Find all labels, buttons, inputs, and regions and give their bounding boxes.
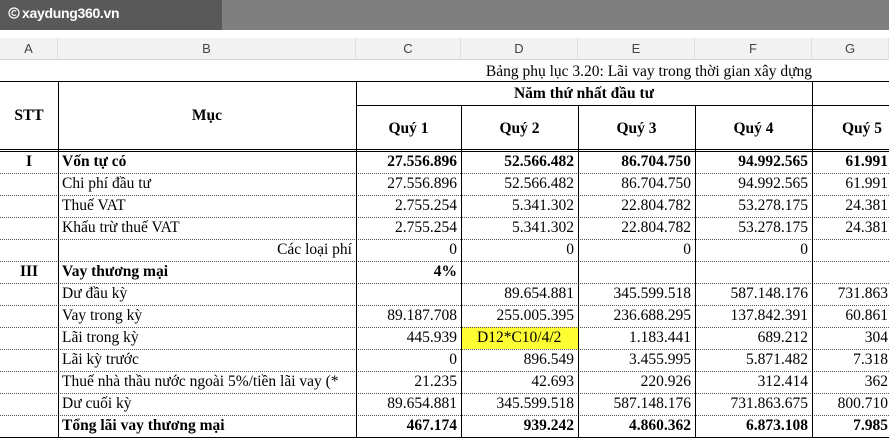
column-header-d[interactable]: D bbox=[461, 38, 578, 60]
value-cell[interactable]: 86.704.750 bbox=[621, 153, 691, 170]
grid-line bbox=[0, 217, 889, 218]
value-cell[interactable]: 0 bbox=[449, 241, 457, 258]
header-year-group[interactable]: Năm thứ nhất đầu tư bbox=[513, 85, 655, 102]
row-stt[interactable] bbox=[0, 393, 58, 415]
copyright-icon bbox=[8, 7, 20, 19]
value-cell[interactable]: 42.693 bbox=[531, 373, 574, 390]
value-cell[interactable]: 939.242 bbox=[523, 417, 574, 434]
row-label[interactable]: Vốn tự có bbox=[62, 153, 127, 170]
row-label[interactable]: Lãi trong kỳ bbox=[62, 329, 139, 346]
value-cell[interactable]: 61.991 bbox=[845, 153, 888, 170]
grid-line bbox=[0, 283, 889, 284]
header-quarter-1[interactable]: Quý 1 bbox=[388, 120, 429, 137]
value-cell[interactable]: 362 bbox=[864, 373, 888, 390]
row-stt[interactable] bbox=[0, 305, 58, 327]
value-cell[interactable] bbox=[695, 261, 812, 283]
value-cell[interactable]: 2.755.254 bbox=[395, 197, 457, 214]
value-cell[interactable]: 89.654.881 bbox=[504, 285, 574, 302]
grid-line bbox=[0, 149, 889, 150]
value-cell[interactable]: 304 bbox=[864, 329, 888, 346]
row-label[interactable]: Thuế nhà thầu nước ngoài 5%/tiền lãi vay (* bbox=[62, 373, 339, 390]
grid-line bbox=[0, 81, 889, 82]
grid-line bbox=[812, 81, 813, 105]
grid-line bbox=[0, 261, 889, 262]
value-cell[interactable]: 5.341.302 bbox=[512, 219, 574, 236]
value-cell[interactable]: 587.148.176 bbox=[613, 395, 691, 412]
value-cell[interactable]: 731.863 bbox=[837, 285, 888, 302]
grid-line bbox=[0, 371, 889, 372]
grid-line bbox=[58, 81, 59, 437]
value-cell[interactable]: 0 bbox=[449, 351, 457, 368]
row-stt[interactable]: I bbox=[25, 153, 33, 170]
column-header-e[interactable]: E bbox=[578, 38, 695, 60]
row-label[interactable]: Các loại phí bbox=[277, 241, 352, 258]
grid-line bbox=[0, 305, 889, 306]
grid-line bbox=[0, 393, 889, 394]
value-cell[interactable]: 3.455.995 bbox=[629, 351, 691, 368]
header-quarter-5[interactable]: Quý 5 bbox=[841, 120, 883, 137]
row-label[interactable]: Tổng lãi vay thương mại bbox=[62, 417, 225, 434]
value-cell[interactable]: 2.755.254 bbox=[395, 219, 457, 236]
grid-line bbox=[578, 105, 579, 437]
value-cell[interactable]: 689.212 bbox=[757, 329, 808, 346]
value-cell[interactable]: 22.804.782 bbox=[621, 219, 691, 236]
value-cell[interactable] bbox=[812, 239, 889, 261]
value-cell[interactable]: 137.842.391 bbox=[730, 307, 808, 324]
column-header-c[interactable]: C bbox=[356, 38, 461, 60]
header-quarter-2[interactable]: Quý 2 bbox=[499, 120, 540, 137]
row-stt[interactable] bbox=[0, 239, 58, 261]
tab-title: xaydung360.vn bbox=[22, 5, 120, 21]
title-bar bbox=[0, 0, 889, 30]
value-cell[interactable]: 896.549 bbox=[523, 351, 574, 368]
value-cell[interactable]: 731.863.675 bbox=[730, 395, 808, 412]
row-label[interactable]: Khấu trừ thuế VAT bbox=[62, 219, 180, 236]
row-label[interactable]: Dư đầu kỳ bbox=[62, 285, 128, 302]
value-cell[interactable]: 1.183.441 bbox=[629, 329, 691, 346]
column-header-b[interactable]: B bbox=[58, 38, 356, 60]
row-stt[interactable] bbox=[0, 327, 58, 349]
value-cell[interactable]: 52.566.482 bbox=[504, 175, 574, 192]
grid-line bbox=[356, 105, 889, 106]
value-cell[interactable]: 587.148.176 bbox=[730, 285, 808, 302]
header-stt[interactable]: STT bbox=[14, 107, 44, 124]
value-cell[interactable]: 94.992.565 bbox=[738, 153, 808, 170]
row-label[interactable]: Vay trong kỳ bbox=[62, 307, 143, 324]
value-cell[interactable] bbox=[812, 261, 889, 283]
value-cell[interactable]: 4% bbox=[433, 263, 457, 280]
row-label[interactable]: Vay thương mại bbox=[62, 263, 169, 280]
value-cell[interactable]: 89.187.708 bbox=[387, 307, 457, 324]
column-header-g[interactable]: G bbox=[812, 38, 889, 60]
grid-line bbox=[0, 195, 889, 196]
value-cell[interactable] bbox=[578, 261, 695, 283]
grid-line bbox=[0, 239, 889, 240]
value-cell[interactable]: 5.871.482 bbox=[746, 351, 808, 368]
grid-line bbox=[0, 415, 889, 416]
value-cell[interactable]: 21.235 bbox=[414, 373, 457, 390]
value-cell[interactable]: 22.804.782 bbox=[621, 197, 691, 214]
value-cell[interactable] bbox=[461, 261, 578, 283]
row-label[interactable]: Dư cuối kỳ bbox=[62, 395, 132, 412]
value-cell[interactable]: 61.991 bbox=[845, 175, 888, 192]
value-cell[interactable] bbox=[356, 283, 461, 305]
value-cell[interactable]: 24.381 bbox=[845, 197, 888, 214]
value-cell[interactable]: 467.174 bbox=[406, 417, 457, 434]
value-cell[interactable]: 4.860.362 bbox=[629, 417, 691, 434]
value-cell[interactable]: 27.556.896 bbox=[387, 153, 457, 170]
value-cell[interactable]: 7.985 bbox=[853, 417, 888, 434]
value-cell[interactable]: 0 bbox=[683, 241, 691, 258]
grid-line bbox=[0, 349, 889, 350]
grid-line bbox=[0, 151, 889, 152]
row-stt[interactable]: III bbox=[19, 263, 39, 280]
value-cell[interactable]: 24.381 bbox=[845, 219, 888, 236]
value-cell[interactable]: 445.939 bbox=[406, 329, 457, 346]
column-header-a[interactable]: A bbox=[0, 38, 58, 60]
grid-line bbox=[812, 105, 813, 437]
row-stt[interactable] bbox=[0, 349, 58, 371]
column-header-f[interactable]: F bbox=[695, 38, 812, 60]
header-quarter-4[interactable]: Quý 4 bbox=[733, 120, 774, 137]
row-stt[interactable] bbox=[0, 283, 58, 305]
value-cell[interactable]: 6.873.108 bbox=[746, 417, 808, 434]
value-cell[interactable]: 312.414 bbox=[757, 373, 808, 390]
header-quarter-3[interactable]: Quý 3 bbox=[616, 120, 657, 137]
row-label[interactable]: Lãi kỳ trước bbox=[62, 351, 139, 368]
value-cell[interactable]: 94.992.565 bbox=[738, 175, 808, 192]
row-label[interactable]: Thuế VAT bbox=[62, 197, 126, 214]
value-cell[interactable]: 236.688.295 bbox=[613, 307, 691, 324]
value-cell[interactable]: 53.278.175 bbox=[738, 219, 808, 236]
value-cell[interactable]: 60.861 bbox=[845, 307, 888, 324]
value-cell[interactable]: 7.318 bbox=[853, 351, 888, 368]
value-cell[interactable]: 89.654.881 bbox=[387, 395, 457, 412]
value-cell[interactable]: 220.926 bbox=[640, 373, 691, 390]
value-cell[interactable]: 0 bbox=[566, 241, 574, 258]
value-cell[interactable]: 345.599.518 bbox=[613, 285, 691, 302]
value-cell[interactable]: 5.341.302 bbox=[512, 197, 574, 214]
value-cell[interactable]: 53.278.175 bbox=[738, 197, 808, 214]
grid-line bbox=[356, 81, 357, 437]
value-cell[interactable]: 52.566.482 bbox=[504, 153, 574, 170]
grid-line bbox=[0, 173, 889, 174]
row-stt[interactable] bbox=[0, 173, 58, 195]
value-cell[interactable]: 255.005.395 bbox=[496, 307, 574, 324]
row-label[interactable]: Chi phí đầu tư bbox=[62, 175, 151, 192]
grid-line bbox=[461, 105, 462, 437]
row-stt[interactable] bbox=[0, 371, 58, 393]
grid-line bbox=[0, 437, 889, 438]
row-stt[interactable] bbox=[0, 415, 58, 437]
grid-line bbox=[695, 105, 696, 437]
value-cell[interactable]: 345.599.518 bbox=[496, 395, 574, 412]
value-cell[interactable]: 86.704.750 bbox=[621, 175, 691, 192]
value-cell[interactable]: 800.710 bbox=[837, 395, 888, 412]
header-muc[interactable]: Mục bbox=[191, 107, 223, 124]
grid-line bbox=[0, 327, 889, 328]
value-cell[interactable]: D12*C10/4/2 bbox=[461, 327, 578, 349]
value-cell[interactable]: 27.556.896 bbox=[387, 175, 457, 192]
spreadsheet-grid bbox=[0, 61, 889, 447]
document-tab[interactable] bbox=[0, 0, 222, 30]
row-stt[interactable] bbox=[0, 195, 58, 217]
row-stt[interactable] bbox=[0, 217, 58, 239]
table-caption[interactable]: Bảng phụ lục 3.20: Lãi vay trong thời gian xây dựng bbox=[485, 63, 812, 80]
value-cell[interactable]: 0 bbox=[800, 241, 808, 258]
